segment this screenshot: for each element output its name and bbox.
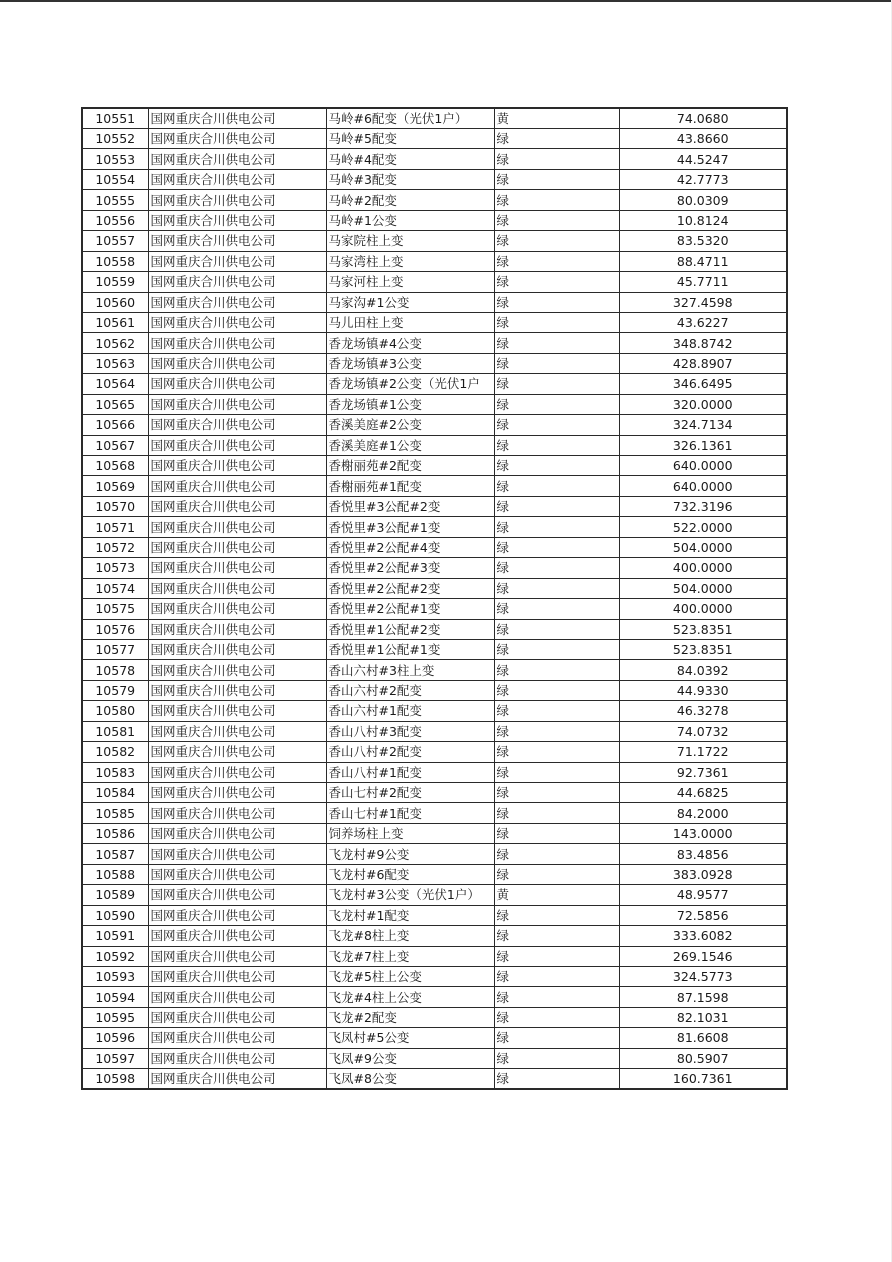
cell-company: 国网重庆合川供电公司 (148, 394, 326, 414)
cell-value: 523.8351 (619, 639, 787, 659)
cell-value: 348.8742 (619, 333, 787, 353)
cell-value: 327.4598 (619, 292, 787, 312)
cell-id: 10557 (82, 231, 148, 251)
cell-company: 国网重庆合川供电公司 (148, 312, 326, 332)
table-row (82, 599, 787, 619)
cell-value: 88.4711 (619, 251, 787, 271)
table-row (82, 108, 787, 129)
table-row (82, 272, 787, 292)
cell-transformer-name: 飞龙#5柱上公变 (326, 966, 494, 986)
cell-status: 绿 (494, 476, 619, 496)
cell-id: 10576 (82, 619, 148, 639)
cell-status: 绿 (494, 312, 619, 332)
table-body (82, 108, 787, 1089)
cell-transformer-name: 马岭#2配变 (326, 190, 494, 210)
cell-value: 320.0000 (619, 394, 787, 414)
cell-transformer-name: 马岭#1公变 (326, 210, 494, 230)
cell-transformer-name: 香悦里#1公配#1变 (326, 639, 494, 659)
cell-company: 国网重庆合川供电公司 (148, 476, 326, 496)
cell-company: 国网重庆合川供电公司 (148, 435, 326, 455)
cell-id: 10552 (82, 129, 148, 149)
table-row (82, 619, 787, 639)
table-row (82, 742, 787, 762)
table-row (82, 578, 787, 598)
cell-status: 绿 (494, 149, 619, 169)
cell-status: 绿 (494, 844, 619, 864)
table-row (82, 680, 787, 700)
table-row (82, 415, 787, 435)
cell-status: 绿 (494, 680, 619, 700)
cell-transformer-name: 香榭丽苑#2配变 (326, 456, 494, 476)
table-row (82, 823, 787, 843)
cell-transformer-name: 飞龙#2配变 (326, 1007, 494, 1027)
cell-company: 国网重庆合川供电公司 (148, 864, 326, 884)
cell-company: 国网重庆合川供电公司 (148, 537, 326, 557)
table-row (82, 537, 787, 557)
cell-value: 160.7361 (619, 1069, 787, 1090)
cell-id: 10551 (82, 108, 148, 129)
cell-value: 92.7361 (619, 762, 787, 782)
cell-id: 10555 (82, 190, 148, 210)
cell-status: 绿 (494, 701, 619, 721)
cell-status: 绿 (494, 803, 619, 823)
table-row (82, 864, 787, 884)
table-row (82, 292, 787, 312)
cell-company: 国网重庆合川供电公司 (148, 905, 326, 925)
cell-status: 绿 (494, 394, 619, 414)
table-row (82, 701, 787, 721)
cell-company: 国网重庆合川供电公司 (148, 599, 326, 619)
cell-status: 绿 (494, 558, 619, 578)
cell-value: 504.0000 (619, 537, 787, 557)
cell-value: 46.3278 (619, 701, 787, 721)
cell-status: 绿 (494, 639, 619, 659)
table-row (82, 639, 787, 659)
cell-id: 10565 (82, 394, 148, 414)
cell-transformer-name: 香山七村#2配变 (326, 783, 494, 803)
cell-id: 10586 (82, 823, 148, 843)
cell-status: 绿 (494, 1007, 619, 1027)
cell-company: 国网重庆合川供电公司 (148, 639, 326, 659)
cell-company: 国网重庆合川供电公司 (148, 333, 326, 353)
cell-id: 10579 (82, 680, 148, 700)
cell-value: 83.5320 (619, 231, 787, 251)
table-row (82, 558, 787, 578)
cell-value: 640.0000 (619, 456, 787, 476)
cell-transformer-name: 香榭丽苑#1配变 (326, 476, 494, 496)
cell-company: 国网重庆合川供电公司 (148, 496, 326, 516)
cell-id: 10560 (82, 292, 148, 312)
cell-company: 国网重庆合川供电公司 (148, 272, 326, 292)
cell-transformer-name: 香悦里#3公配#2变 (326, 496, 494, 516)
cell-status: 绿 (494, 435, 619, 455)
cell-company: 国网重庆合川供电公司 (148, 987, 326, 1007)
cell-transformer-name: 香山六村#1配变 (326, 701, 494, 721)
cell-id: 10575 (82, 599, 148, 619)
cell-id: 10563 (82, 353, 148, 373)
cell-status: 绿 (494, 169, 619, 189)
cell-id: 10577 (82, 639, 148, 659)
cell-status: 绿 (494, 231, 619, 251)
table-row (82, 844, 787, 864)
cell-id: 10596 (82, 1028, 148, 1048)
cell-value: 43.8660 (619, 129, 787, 149)
cell-company: 国网重庆合川供电公司 (148, 129, 326, 149)
cell-id: 10598 (82, 1069, 148, 1090)
cell-value: 87.1598 (619, 987, 787, 1007)
cell-value: 80.0309 (619, 190, 787, 210)
cell-company: 国网重庆合川供电公司 (148, 558, 326, 578)
cell-status: 绿 (494, 926, 619, 946)
table-row (82, 251, 787, 271)
table-row (82, 1048, 787, 1068)
cell-status: 黄 (494, 885, 619, 905)
cell-id: 10578 (82, 660, 148, 680)
cell-transformer-name: 香溪美庭#2公变 (326, 415, 494, 435)
cell-transformer-name: 香龙场镇#1公变 (326, 394, 494, 414)
cell-company: 国网重庆合川供电公司 (148, 742, 326, 762)
table-row (82, 210, 787, 230)
cell-company: 国网重庆合川供电公司 (148, 108, 326, 129)
cell-value: 44.9330 (619, 680, 787, 700)
cell-company: 国网重庆合川供电公司 (148, 210, 326, 230)
cell-status: 绿 (494, 129, 619, 149)
cell-value: 522.0000 (619, 517, 787, 537)
table-row (82, 394, 787, 414)
cell-transformer-name: 马岭#3配变 (326, 169, 494, 189)
cell-company: 国网重庆合川供电公司 (148, 353, 326, 373)
cell-id: 10554 (82, 169, 148, 189)
cell-status: 绿 (494, 353, 619, 373)
table-row (82, 517, 787, 537)
cell-value: 428.8907 (619, 353, 787, 373)
cell-transformer-name: 香山六村#3柱上变 (326, 660, 494, 680)
cell-status: 绿 (494, 578, 619, 598)
table-row (82, 905, 787, 925)
cell-transformer-name: 马家湾柱上变 (326, 251, 494, 271)
cell-id: 10585 (82, 803, 148, 823)
cell-transformer-name: 飞龙#7柱上变 (326, 946, 494, 966)
cell-value: 324.5773 (619, 966, 787, 986)
cell-transformer-name: 香悦里#2公配#3变 (326, 558, 494, 578)
cell-transformer-name: 香悦里#3公配#1变 (326, 517, 494, 537)
cell-value: 43.6227 (619, 312, 787, 332)
cell-transformer-name: 马岭#5配变 (326, 129, 494, 149)
cell-company: 国网重庆合川供电公司 (148, 803, 326, 823)
table-row (82, 926, 787, 946)
cell-company: 国网重庆合川供电公司 (148, 721, 326, 741)
cell-company: 国网重庆合川供电公司 (148, 149, 326, 169)
cell-id: 10559 (82, 272, 148, 292)
cell-id: 10558 (82, 251, 148, 271)
table-row (82, 353, 787, 373)
cell-status: 绿 (494, 660, 619, 680)
cell-status: 绿 (494, 415, 619, 435)
cell-company: 国网重庆合川供电公司 (148, 1069, 326, 1090)
cell-transformer-name: 香山七村#1配变 (326, 803, 494, 823)
cell-id: 10568 (82, 456, 148, 476)
cell-value: 383.0928 (619, 864, 787, 884)
cell-status: 绿 (494, 987, 619, 1007)
cell-value: 84.2000 (619, 803, 787, 823)
cell-company: 国网重庆合川供电公司 (148, 292, 326, 312)
cell-status: 绿 (494, 721, 619, 741)
cell-transformer-name: 飞龙村#1配变 (326, 905, 494, 925)
cell-value: 71.1722 (619, 742, 787, 762)
cell-company: 国网重庆合川供电公司 (148, 1028, 326, 1048)
cell-id: 10561 (82, 312, 148, 332)
cell-status: 绿 (494, 210, 619, 230)
table-row (82, 1007, 787, 1027)
table-row (82, 966, 787, 986)
cell-transformer-name: 香山六村#2配变 (326, 680, 494, 700)
cell-transformer-name: 香龙场镇#3公变 (326, 353, 494, 373)
cell-company: 国网重庆合川供电公司 (148, 190, 326, 210)
cell-company: 国网重庆合川供电公司 (148, 660, 326, 680)
cell-id: 10564 (82, 374, 148, 394)
table-row (82, 987, 787, 1007)
cell-company: 国网重庆合川供电公司 (148, 374, 326, 394)
cell-company: 国网重庆合川供电公司 (148, 926, 326, 946)
cell-id: 10570 (82, 496, 148, 516)
cell-value: 324.7134 (619, 415, 787, 435)
cell-status: 绿 (494, 783, 619, 803)
cell-value: 346.6495 (619, 374, 787, 394)
page-top-border (0, 0, 892, 2)
table-row (82, 783, 787, 803)
cell-value: 400.0000 (619, 558, 787, 578)
cell-company: 国网重庆合川供电公司 (148, 517, 326, 537)
cell-value: 523.8351 (619, 619, 787, 639)
table-row (82, 721, 787, 741)
cell-value: 504.0000 (619, 578, 787, 598)
cell-company: 国网重庆合川供电公司 (148, 169, 326, 189)
cell-id: 10581 (82, 721, 148, 741)
cell-status: 绿 (494, 190, 619, 210)
cell-id: 10571 (82, 517, 148, 537)
cell-transformer-name: 香龙场镇#4公变 (326, 333, 494, 353)
cell-transformer-name: 香山八村#1配变 (326, 762, 494, 782)
cell-status: 黄 (494, 108, 619, 129)
cell-status: 绿 (494, 742, 619, 762)
cell-company: 国网重庆合川供电公司 (148, 966, 326, 986)
cell-id: 10583 (82, 762, 148, 782)
cell-id: 10566 (82, 415, 148, 435)
cell-id: 10562 (82, 333, 148, 353)
table-row (82, 169, 787, 189)
cell-id: 10573 (82, 558, 148, 578)
cell-transformer-name: 飞龙#4柱上公变 (326, 987, 494, 1007)
table-row (82, 149, 787, 169)
cell-company: 国网重庆合川供电公司 (148, 619, 326, 639)
cell-id: 10584 (82, 783, 148, 803)
cell-value: 400.0000 (619, 599, 787, 619)
table-row (82, 1069, 787, 1090)
table-row (82, 374, 787, 394)
table-row (82, 129, 787, 149)
cell-company: 国网重庆合川供电公司 (148, 844, 326, 864)
cell-status: 绿 (494, 599, 619, 619)
table-row (82, 476, 787, 496)
cell-company: 国网重庆合川供电公司 (148, 1048, 326, 1068)
cell-status: 绿 (494, 946, 619, 966)
cell-id: 10556 (82, 210, 148, 230)
cell-status: 绿 (494, 1069, 619, 1090)
table-row (82, 946, 787, 966)
cell-status: 绿 (494, 1028, 619, 1048)
table-row (82, 456, 787, 476)
cell-company: 国网重庆合川供电公司 (148, 680, 326, 700)
cell-status: 绿 (494, 864, 619, 884)
cell-transformer-name: 飞龙村#6配变 (326, 864, 494, 884)
cell-value: 83.4856 (619, 844, 787, 864)
cell-value: 84.0392 (619, 660, 787, 680)
cell-transformer-name: 香山八村#2配变 (326, 742, 494, 762)
cell-transformer-name: 飞凤村#5公变 (326, 1028, 494, 1048)
cell-company: 国网重庆合川供电公司 (148, 251, 326, 271)
cell-id: 10590 (82, 905, 148, 925)
cell-id: 10553 (82, 149, 148, 169)
table-row (82, 1028, 787, 1048)
cell-transformer-name: 香悦里#2公配#4变 (326, 537, 494, 557)
cell-value: 44.6825 (619, 783, 787, 803)
cell-value: 82.1031 (619, 1007, 787, 1027)
cell-value: 48.9577 (619, 885, 787, 905)
cell-transformer-name: 香悦里#2公配#2变 (326, 578, 494, 598)
cell-status: 绿 (494, 905, 619, 925)
table-row (82, 231, 787, 251)
cell-transformer-name: 飞龙村#3公变（光伏1户） (326, 885, 494, 905)
cell-value: 10.8124 (619, 210, 787, 230)
table-row (82, 496, 787, 516)
cell-transformer-name: 饲养场柱上变 (326, 823, 494, 843)
cell-transformer-name: 香山八村#3配变 (326, 721, 494, 741)
cell-id: 10572 (82, 537, 148, 557)
cell-transformer-name: 香溪美庭#1公变 (326, 435, 494, 455)
capacity-table (81, 107, 788, 1090)
cell-transformer-name: 香龙场镇#2公变（光伏1户 (326, 374, 494, 394)
cell-company: 国网重庆合川供电公司 (148, 783, 326, 803)
cell-value: 269.1546 (619, 946, 787, 966)
cell-transformer-name: 香悦里#1公配#2变 (326, 619, 494, 639)
cell-status: 绿 (494, 292, 619, 312)
cell-company: 国网重庆合川供电公司 (148, 415, 326, 435)
cell-company: 国网重庆合川供电公司 (148, 823, 326, 843)
cell-id: 10582 (82, 742, 148, 762)
cell-company: 国网重庆合川供电公司 (148, 946, 326, 966)
cell-id: 10587 (82, 844, 148, 864)
cell-value: 732.3196 (619, 496, 787, 516)
cell-id: 10592 (82, 946, 148, 966)
cell-id: 10574 (82, 578, 148, 598)
table-row (82, 803, 787, 823)
cell-company: 国网重庆合川供电公司 (148, 1007, 326, 1027)
cell-id: 10580 (82, 701, 148, 721)
cell-id: 10593 (82, 966, 148, 986)
cell-id: 10597 (82, 1048, 148, 1068)
cell-value: 44.5247 (619, 149, 787, 169)
cell-id: 10595 (82, 1007, 148, 1027)
cell-value: 143.0000 (619, 823, 787, 843)
cell-status: 绿 (494, 1048, 619, 1068)
cell-value: 42.7773 (619, 169, 787, 189)
cell-transformer-name: 飞龙#8柱上变 (326, 926, 494, 946)
cell-transformer-name: 马儿田柱上变 (326, 312, 494, 332)
cell-transformer-name: 马岭#6配变（光伏1户） (326, 108, 494, 129)
cell-status: 绿 (494, 762, 619, 782)
cell-value: 326.1361 (619, 435, 787, 455)
cell-company: 国网重庆合川供电公司 (148, 701, 326, 721)
cell-company: 国网重庆合川供电公司 (148, 231, 326, 251)
cell-company: 国网重庆合川供电公司 (148, 578, 326, 598)
cell-value: 80.5907 (619, 1048, 787, 1068)
cell-status: 绿 (494, 619, 619, 639)
cell-transformer-name: 马家院柱上变 (326, 231, 494, 251)
table-row (82, 762, 787, 782)
table-row (82, 333, 787, 353)
cell-id: 10594 (82, 987, 148, 1007)
cell-company: 国网重庆合川供电公司 (148, 456, 326, 476)
cell-id: 10591 (82, 926, 148, 946)
cell-status: 绿 (494, 966, 619, 986)
cell-company: 国网重庆合川供电公司 (148, 762, 326, 782)
cell-transformer-name: 马家沟#1公变 (326, 292, 494, 312)
table-row (82, 312, 787, 332)
cell-id: 10588 (82, 864, 148, 884)
cell-transformer-name: 飞凤#8公变 (326, 1069, 494, 1090)
cell-value: 81.6608 (619, 1028, 787, 1048)
cell-company: 国网重庆合川供电公司 (148, 885, 326, 905)
cell-value: 74.0680 (619, 108, 787, 129)
cell-transformer-name: 马家河柱上变 (326, 272, 494, 292)
cell-id: 10569 (82, 476, 148, 496)
cell-status: 绿 (494, 517, 619, 537)
cell-value: 74.0732 (619, 721, 787, 741)
cell-transformer-name: 马岭#4配变 (326, 149, 494, 169)
cell-status: 绿 (494, 456, 619, 476)
table-row (82, 660, 787, 680)
table-row (82, 190, 787, 210)
cell-transformer-name: 飞龙村#9公变 (326, 844, 494, 864)
cell-id: 10589 (82, 885, 148, 905)
table-row (82, 435, 787, 455)
cell-transformer-name: 香悦里#2公配#1变 (326, 599, 494, 619)
cell-status: 绿 (494, 333, 619, 353)
cell-id: 10567 (82, 435, 148, 455)
cell-status: 绿 (494, 251, 619, 271)
cell-status: 绿 (494, 823, 619, 843)
cell-value: 333.6082 (619, 926, 787, 946)
cell-value: 72.5856 (619, 905, 787, 925)
cell-status: 绿 (494, 537, 619, 557)
cell-status: 绿 (494, 374, 619, 394)
table-row (82, 885, 787, 905)
cell-value: 640.0000 (619, 476, 787, 496)
cell-transformer-name: 飞凤#9公变 (326, 1048, 494, 1068)
cell-status: 绿 (494, 496, 619, 516)
cell-status: 绿 (494, 272, 619, 292)
cell-value: 45.7711 (619, 272, 787, 292)
